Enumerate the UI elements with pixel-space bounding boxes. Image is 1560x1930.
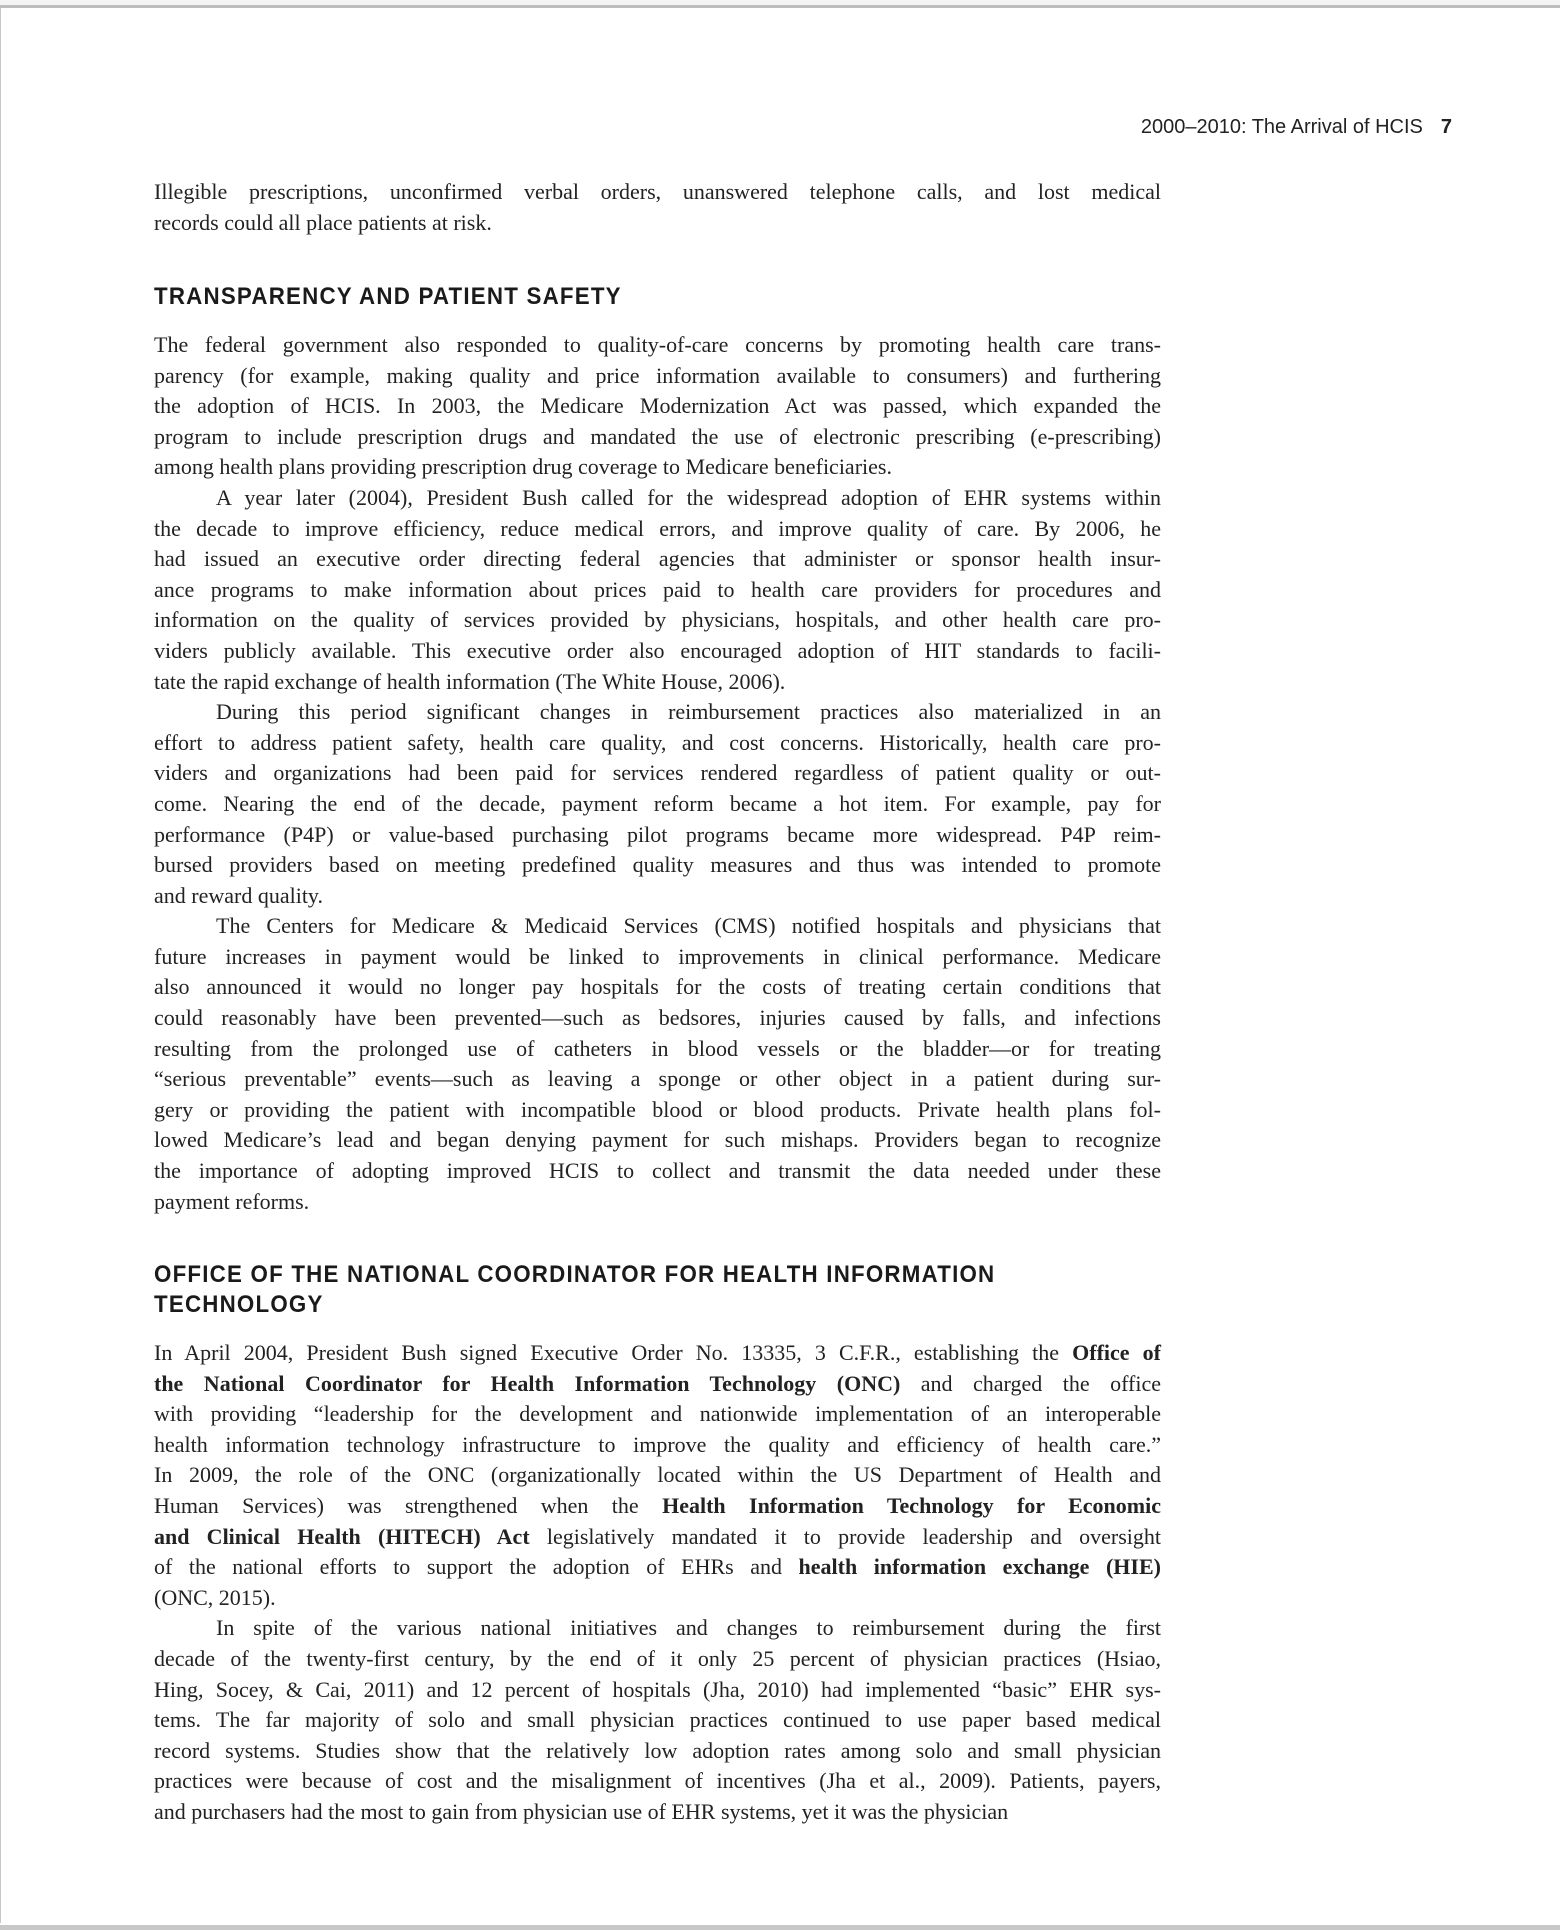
text-line: Illegible prescriptions, unconfirmed verbal orders, unanswered telephone calls, and lost medical	[154, 179, 1161, 204]
text-line: lowed Medicare’s lead and began denying payment for such mishaps. Providers began to recognize	[154, 1127, 1161, 1153]
text-line: with providing “leadership for the development and nationwide implementation of an interoperable	[154, 1401, 1161, 1427]
text-span: and charged the office	[900, 1370, 1161, 1396]
text-line: payment reforms.	[154, 1188, 310, 1214]
bold-term: health information exchange (HIE)	[798, 1554, 1161, 1580]
paragraph	[154, 697, 1161, 911]
text-line: Hing, Socey, & Cai, 2011) and 12 percent of hospitals (Jha, 2010) had implemented “basic” EHR sys-	[154, 1676, 1161, 1702]
viewer-bottom-bar	[0, 1925, 1560, 1930]
text-line: viders and organizations had been paid for services rendered regardless of patient quality or out-	[154, 760, 1161, 786]
text-line: had issued an executive order directing federal agencies that administer or sponsor health insur-	[154, 546, 1161, 572]
text-span: Human Services) was strengthened when the	[154, 1492, 663, 1518]
text-line: the importance of adopting improved HCIS to collect and transmit the data needed under these	[154, 1158, 1161, 1184]
text-line: tate the rapid exchange of health information (The White House, 2006).	[154, 668, 786, 694]
text-line: and purchasers had the most to gain from physician use of EHR systems, yet it was the physician	[154, 1798, 1009, 1824]
running-header	[1141, 116, 1452, 139]
text-line: In 2009, the role of the ONC (organizationally located within the US Department of Health and	[154, 1462, 1161, 1488]
viewer-top-bar	[0, 0, 1560, 8]
text-line: parency (for example, making quality and price information available to consumers) and furthering	[154, 362, 1161, 388]
text-line: performance (P4P) or value-based purchasing pilot programs became more widespread. P4P reim-	[154, 821, 1161, 847]
text-line	[154, 1522, 1161, 1553]
bold-term: Office of	[1072, 1340, 1161, 1365]
text-line	[154, 1552, 1161, 1583]
text-line: effort to address patient safety, health care quality, and cost concerns. Historically, health care pro-	[154, 729, 1161, 755]
bold-term: Health Information Technology for Economic	[662, 1492, 1161, 1518]
text-line: and reward quality.	[154, 882, 324, 908]
page-left-edge	[0, 8, 1, 1923]
paragraph	[154, 1338, 1161, 1613]
text-line: program to include prescription drugs and mandated the use of electronic prescribing (e-prescribing)	[154, 423, 1161, 449]
text-span: legislatively mandated it to provide leadership and oversight	[529, 1523, 1162, 1549]
text-line: (ONC, 2015).	[154, 1584, 276, 1610]
text-line: decade of the twenty-first century, by the end of it only 25 percent of physician practices (Hsiao,	[154, 1645, 1161, 1671]
paragraph	[154, 483, 1161, 697]
text-line: tems. The far majority of solo and small physician practices continued to use paper based medical	[154, 1707, 1161, 1733]
paragraph	[154, 330, 1161, 483]
text-line: The Centers for Medicare & Medicaid Services (CMS) notified hospitals and physicians that	[216, 913, 1161, 939]
bold-term: and Clinical Health (HITECH) Act	[154, 1523, 530, 1549]
text-line: future increases in payment would be linked to improvements in clinical performance. Medicare	[154, 943, 1161, 969]
text-line: could reasonably have been prevented—such as bedsores, injuries caused by falls, and infections	[154, 1005, 1161, 1031]
text-line	[154, 1369, 1161, 1400]
text-line: come. Nearing the end of the decade, payment reform became a hot item. For example, pay for	[154, 790, 1161, 816]
paragraph	[154, 911, 1161, 1217]
text-line: gery or providing the patient with incompatible blood or blood products. Private health plans fol-	[154, 1096, 1161, 1122]
text-line: “serious preventable” events—such as leaving a sponge or other object in a patient during sur-	[154, 1066, 1161, 1092]
body-block-intro	[154, 177, 1161, 238]
text-line: The federal government also responded to quality-of-care concerns by promoting health care trans-	[154, 332, 1161, 357]
body-block-transparency	[154, 330, 1161, 1217]
paragraph	[154, 177, 1161, 238]
running-header-title: 2000–2010: The Arrival of HCIS	[1140, 116, 1423, 138]
page-number: 7	[1440, 116, 1452, 138]
text-span: of the national efforts to support the adoption of EHRs and	[154, 1554, 799, 1580]
body-block-onc	[154, 1338, 1161, 1828]
text-line: record systems. Studies show that the relatively low adoption rates among solo and small physician	[154, 1737, 1161, 1763]
text-line: ance programs to make information about prices paid to health care providers for procedures and	[154, 576, 1161, 602]
text-line	[154, 1491, 1161, 1522]
text-line: information on the quality of services provided by physicians, hospitals, and other health care pro-	[154, 607, 1161, 633]
bold-term: the National Coordinator for Health Information Technology (ONC)	[154, 1370, 901, 1396]
text-line: among health plans providing prescription drug coverage to Medicare beneficiaries.	[154, 454, 892, 480]
text-line: records could all place patients at risk.	[154, 209, 492, 235]
heading-line: TECHNOLOGY	[154, 1291, 324, 1318]
heading-line: OFFICE OF THE NATIONAL COORDINATOR FOR HEALTH INFORMATION	[154, 1261, 996, 1288]
paragraph	[154, 1613, 1161, 1827]
section-heading-onc	[154, 1260, 995, 1320]
section-heading-transparency	[154, 282, 622, 312]
text-line: the adoption of HCIS. In 2003, the Medicare Modernization Act was passed, which expanded the	[154, 393, 1161, 419]
text-line: In spite of the various national initiatives and changes to reimbursement during the first	[216, 1615, 1161, 1641]
text-line: health information technology infrastructure to improve the quality and efficiency of health care.”	[154, 1431, 1161, 1457]
text-line: also announced it would no longer pay hospitals for the costs of treating certain conditions that	[154, 974, 1161, 1000]
heading-line: TRANSPARENCY AND PATIENT SAFETY	[154, 283, 622, 310]
text-line: practices were because of cost and the misalignment of incentives (Jha et al., 2009). Patients, payers,	[154, 1768, 1161, 1794]
text-span: In April 2004, President Bush signed Executive Order No. 13335, 3 C.F.R., establishing the	[154, 1340, 1073, 1365]
text-line: viders publicly available. This executive order also encouraged adoption of HIT standards to facili-	[154, 637, 1161, 663]
text-line	[154, 1338, 1161, 1369]
text-line: the decade to improve efficiency, reduce medical errors, and improve quality of care. By 2006, he	[154, 515, 1161, 541]
text-line: resulting from the prolonged use of catheters in blood vessels or the bladder—or for treating	[154, 1035, 1161, 1061]
text-line: bursed providers based on meeting predefined quality measures and thus was intended to promote	[154, 852, 1161, 878]
text-line: During this period significant changes in reimbursement practices also materialized in an	[216, 699, 1161, 725]
text-line: A year later (2004), President Bush called for the widespread adoption of EHR systems within	[216, 484, 1161, 510]
